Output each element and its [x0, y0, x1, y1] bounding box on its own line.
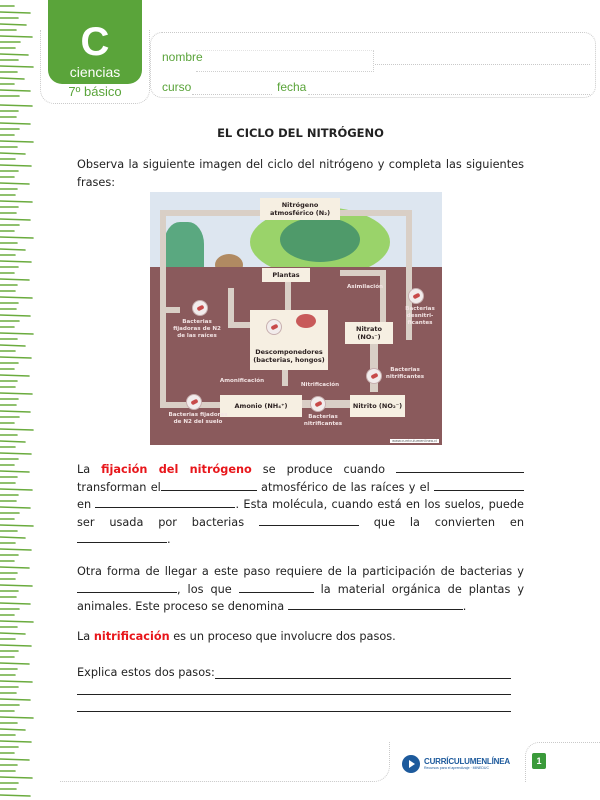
text: se produce cuando — [262, 463, 386, 476]
highlight-nitrificacion: nitrificación — [93, 630, 170, 643]
subject-logo — [48, 0, 142, 84]
cycle-arrow — [228, 322, 250, 328]
blank-6[interactable] — [77, 531, 167, 543]
bacteria-icon — [310, 396, 326, 412]
atmospheric-nitrogen-box: Nitrógeno atmosférico (N₂) — [260, 198, 340, 220]
paragraph-nitrification — [77, 628, 524, 646]
blank-5[interactable] — [259, 514, 359, 526]
text: que la convierten en — [373, 515, 524, 529]
answer-line-1[interactable] — [215, 678, 511, 679]
bacteria-icon — [192, 300, 208, 316]
bacteria-icon — [186, 394, 202, 410]
soil-fixing-bacteria-label: Bacterias fijadoras de N2 del suelo — [168, 412, 228, 425]
text: atmosférico de las raíces y el — [261, 480, 430, 494]
plants-box: Plantas — [262, 268, 310, 282]
text: Explica estos dos pasos: — [77, 666, 215, 679]
fecha-input[interactable] — [308, 94, 590, 95]
blank-4[interactable] — [95, 496, 235, 508]
blank-7[interactable] — [77, 581, 177, 593]
brand-name: CURRÍCULUMENLÍNEA — [424, 757, 510, 766]
text: . — [167, 533, 171, 546]
cycle-arrow — [370, 342, 378, 392]
text: La — [77, 463, 91, 476]
page-number-badge: 1 — [532, 753, 546, 769]
blank-2[interactable] — [161, 479, 257, 491]
cycle-arrow — [282, 368, 288, 386]
intro-text: Observa la siguiente imagen del ciclo del nitrógeno y completa las siguientes frases: — [77, 158, 524, 189]
nombre-input[interactable] — [196, 50, 374, 72]
image-credit: www.curriculumenlinea.cl — [392, 439, 437, 443]
text: . — [462, 600, 467, 613]
curso-label: curso — [162, 80, 192, 94]
fecha-label: fecha — [277, 80, 307, 94]
cycle-arrow — [160, 210, 260, 216]
curriculum-brand-logo — [402, 755, 510, 773]
text: es un proceso que involucre dos pasos. — [173, 630, 396, 643]
decomposers-box: Descomponedores (bacterias, hongos) — [250, 310, 328, 370]
nitrate-box: Nitrato (NO₃⁻) — [345, 322, 393, 344]
curso-input[interactable] — [192, 94, 272, 95]
explain-prompt — [77, 664, 524, 682]
assimilation-label: Asimilación — [346, 284, 384, 290]
nitrifying-bacteria-label-bottom: Bacterias nitrificantes — [303, 414, 343, 427]
subject-name: ciencias — [69, 64, 121, 80]
bacteria-icon — [266, 319, 282, 335]
blank-8[interactable] — [239, 581, 314, 593]
brand-subtitle: Recursos para el aprendizaje · MINEDUC — [424, 766, 489, 770]
nombre-line — [375, 64, 590, 65]
text: . Esta molécula, cuando está en los suelos, puede ser usada por bacterias — [77, 498, 524, 529]
foliage-decoration — [280, 217, 360, 262]
nitrite-box: Nitrito (NO₂⁻) — [350, 395, 405, 417]
grade-label: 7º básico — [68, 84, 122, 99]
mushroom-icon — [296, 314, 316, 328]
page-title: EL CICLO DEL NITRÓGENO — [217, 126, 384, 140]
paragraph-fixation — [77, 461, 524, 549]
blank-9[interactable] — [288, 598, 463, 610]
ammonium-box: Amonio (NH₄⁺) — [220, 395, 302, 417]
answer-line-2[interactable] — [77, 694, 511, 695]
nitrifying-bacteria-label-right: Bacterias nitrificantes — [385, 367, 425, 380]
paragraph-ammonification — [77, 563, 524, 616]
blank-3[interactable] — [434, 479, 524, 491]
text: la material orgánica de plantas y animales. Este proceso se denomina — [77, 582, 524, 613]
text: La — [77, 630, 91, 643]
text: Otra forma de llegar a este paso requiere de la participación de bacterias y — [77, 565, 524, 578]
root-fixing-bacteria-label: Bacterias fijadoras de N2 de las raíces — [173, 319, 221, 339]
cycle-arrow — [285, 282, 291, 312]
cycle-arrow — [340, 210, 412, 216]
play-arrow-icon — [402, 755, 420, 773]
answer-line-3[interactable] — [77, 711, 511, 712]
blank-1[interactable] — [396, 461, 524, 473]
text: en — [77, 498, 92, 511]
logo-letter: C — [80, 20, 110, 64]
bacteria-icon — [408, 288, 424, 304]
denitrifying-bacteria-label: Bacterias desnitri-ficantes — [405, 306, 435, 326]
cycle-arrow — [160, 307, 180, 313]
cycle-arrow — [380, 270, 386, 330]
nombre-label: nombre — [162, 50, 203, 64]
nitrification-label: Nitrificación — [300, 382, 340, 388]
highlight-fijacion: fijación del nitrógeno — [101, 463, 252, 476]
nitrogen-cycle-diagram — [150, 192, 442, 445]
grass-border-decoration — [0, 0, 36, 800]
text: , los que — [177, 582, 232, 596]
text: transforman el — [77, 480, 161, 494]
ammonification-label: Amonificación — [219, 378, 265, 384]
footer-frame — [60, 742, 390, 782]
